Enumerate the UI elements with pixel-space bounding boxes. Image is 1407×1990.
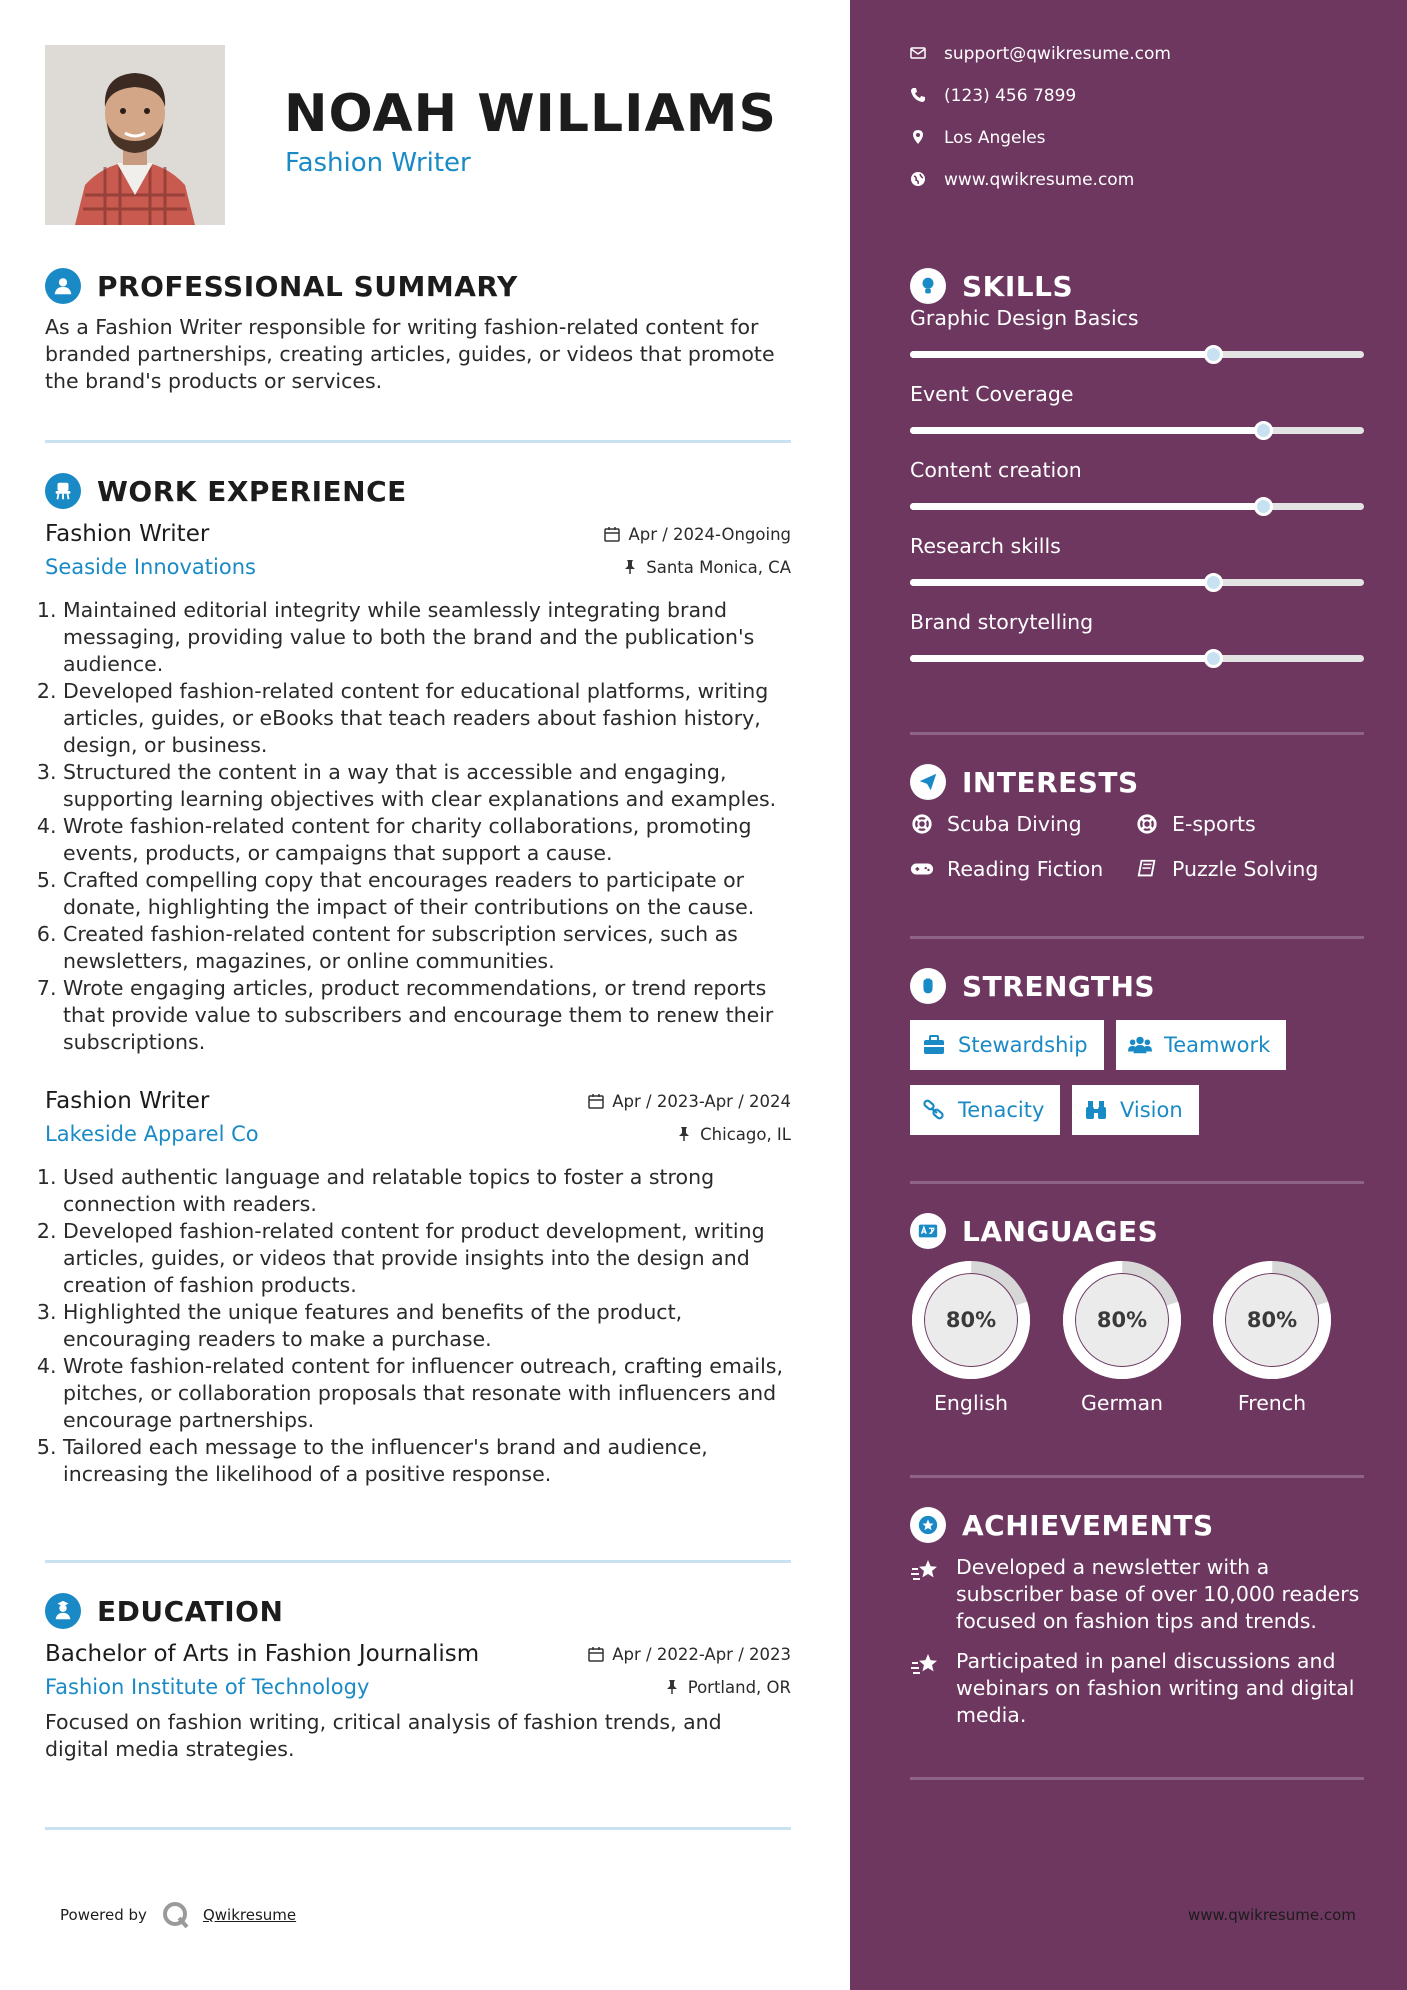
skill-bar-knob	[1204, 345, 1223, 364]
list-item: 1. Used authentic language and relatable topics to foster a strong connection with readers.	[63, 1164, 791, 1218]
skill-bar-fill	[910, 655, 1213, 662]
skill-bar	[910, 427, 1364, 434]
skill-bar	[910, 655, 1364, 662]
skill-bar-fill	[910, 427, 1263, 434]
book-icon	[1135, 858, 1161, 880]
chair-icon	[45, 473, 81, 509]
map-marker-icon	[910, 129, 928, 147]
strength-tag: Tenacity	[910, 1085, 1060, 1135]
skill-bar	[910, 351, 1364, 358]
globe-icon	[910, 171, 928, 189]
skill-bar-knob	[1204, 649, 1223, 668]
skill-item	[910, 306, 1364, 382]
list-item: 5. Crafted compelling copy that encourages readers to participate or donate, highlighting the impact of their contributions on the cause.	[63, 867, 791, 921]
summary-text: As a Fashion Writer responsible for writing fashion-related content for branded partnerships, creating articles, guides, or videos that promote the brand's products or services.	[45, 315, 775, 393]
education-entry	[45, 1641, 791, 1763]
link-icon	[922, 1099, 946, 1121]
skill-label: Graphic Design Basics	[910, 306, 1139, 330]
contact-phone[interactable]: (123) 456 7899	[910, 86, 1076, 106]
divider	[910, 1475, 1364, 1478]
job-title: Fashion Writer	[45, 521, 210, 547]
job-bullets	[45, 1164, 791, 1488]
strengths-section	[910, 966, 1364, 1006]
fist-icon	[910, 968, 946, 1004]
skill-item	[910, 534, 1364, 610]
job-dates: Apr / 2023-Apr / 2024	[588, 1092, 791, 1111]
school: Fashion Institute of Technology	[45, 1675, 370, 1699]
skill-bar-fill	[910, 503, 1263, 510]
achievements-section	[910, 1505, 1364, 1545]
summary-heading: PROFESSIONAL SUMMARY	[97, 269, 518, 303]
skill-bar-fill	[910, 351, 1213, 358]
footer-powered-by: Powered by Qwikresume	[60, 1900, 296, 1930]
language-item	[1211, 1259, 1333, 1415]
shooting-star-icon	[910, 1554, 944, 1635]
skill-bar	[910, 579, 1364, 586]
interest-item: Scuba Diving	[910, 812, 1082, 836]
calendar-icon	[588, 1093, 604, 1109]
job-location: Chicago, IL	[676, 1125, 791, 1144]
interests-heading: INTERESTS	[962, 765, 1139, 799]
list-item: 7. Wrote engaging articles, product recommendations, or trend reports that provide value to subscribers and encourage them to renew their subscriptions.	[63, 975, 791, 1056]
list-item: 2. Developed fashion-related content for educational platforms, writing articles, guides, or eBooks that teach readers about fashion history, design, or business.	[63, 678, 791, 759]
list-item: 4. Wrote fashion-related content for charity collaborations, promoting events, products, or campaigns that support a cause.	[63, 813, 791, 867]
language-item	[1061, 1259, 1183, 1415]
language-name: German	[1080, 1391, 1164, 1415]
language-name: French	[1237, 1391, 1307, 1415]
lightbulb-icon	[910, 268, 946, 304]
education-dates: Apr / 2022-Apr / 2023	[588, 1645, 791, 1664]
interest-item: E-sports	[1135, 812, 1256, 836]
divider	[45, 1560, 791, 1563]
candidate-name: NOAH WILLIAMS	[284, 84, 777, 144]
skill-bar-knob	[1204, 573, 1223, 592]
skill-label: Event Coverage	[910, 382, 1074, 406]
gamepad-icon	[910, 858, 936, 880]
interest-item: Reading Fiction	[910, 857, 1103, 881]
contact-email[interactable]: support@qwikresume.com	[910, 44, 1171, 64]
calendar-icon	[604, 526, 620, 542]
paper-plane-icon	[910, 764, 946, 800]
experience-heading: WORK EXPERIENCE	[97, 474, 407, 508]
list-item: 3. Highlighted the unique features and benefits of the product, encouraging readers to make a purchase.	[63, 1299, 791, 1353]
phone-icon	[910, 87, 928, 105]
graduate-icon	[45, 1593, 81, 1629]
language-ring	[1061, 1259, 1183, 1381]
skill-bar-knob	[1254, 497, 1273, 516]
user-circle-icon	[45, 268, 81, 304]
languages-section	[910, 1211, 1364, 1251]
list-item: 2. Developed fashion-related content for product development, writing articles, guides, or videos that provide insights into the design and creation of fashion products.	[63, 1218, 791, 1299]
list-item: 5. Tailored each message to the influencer's brand and audience, increasing the likelihood of a positive response.	[63, 1434, 791, 1488]
job-dates: Apr / 2024-Ongoing	[604, 525, 791, 544]
interests-section	[910, 762, 1364, 802]
divider	[45, 440, 791, 443]
strength-tag: Vision	[1072, 1085, 1199, 1135]
languages-heading: LANGUAGES	[962, 1214, 1159, 1248]
list-item: 4. Wrote fashion-related content for influencer outreach, crafting emails, pitches, or collaboration proposals that resonate with influencers and encourage partnerships.	[63, 1353, 791, 1434]
language-icon	[910, 1213, 946, 1249]
degree: Bachelor of Arts in Fashion Journalism	[45, 1641, 480, 1667]
language-name: English	[933, 1391, 1009, 1415]
skill-item	[910, 610, 1364, 686]
divider	[910, 1777, 1364, 1780]
achievement-item: Developed a newsletter with a subscriber base of over 10,000 readers focused on fashion tips and trends.	[910, 1554, 1364, 1635]
achievements-heading: ACHIEVEMENTS	[962, 1508, 1214, 1542]
list-item: 6. Created fashion-related content for subscription services, such as newsletters, magazines, or online communities.	[63, 921, 791, 975]
skill-item	[910, 382, 1364, 458]
job-entry	[45, 521, 791, 1056]
shooting-star-icon	[910, 1648, 944, 1729]
lifebuoy-icon	[910, 813, 936, 835]
pin-icon	[622, 559, 638, 575]
list-item: 1. Maintained editorial integrity while seamlessly integrating brand messaging, providing value to both the brand and the publication's audience.	[63, 597, 791, 678]
list-item: 3. Structured the content in a way that is accessible and engaging, supporting learning objectives with clear explanations and examples.	[63, 759, 791, 813]
strength-tag: Stewardship	[910, 1020, 1104, 1070]
skills-section	[910, 266, 1364, 686]
binoculars-icon	[1084, 1099, 1108, 1121]
qwikresume-logo-icon	[161, 1900, 191, 1930]
job-bullets	[45, 597, 791, 1056]
language-percent: 80%	[925, 1274, 1017, 1366]
star-badge-icon	[910, 1507, 946, 1543]
pin-icon	[676, 1126, 692, 1142]
skills-heading: SKILLS	[962, 269, 1074, 303]
footer-url[interactable]: www.qwikresume.com	[1188, 1906, 1356, 1924]
contact-website[interactable]: www.qwikresume.com	[910, 170, 1134, 190]
language-percent: 80%	[1226, 1274, 1318, 1366]
calendar-icon	[588, 1646, 604, 1662]
divider	[45, 1827, 791, 1830]
profile-photo	[45, 45, 225, 225]
job-company: Seaside Innovations	[45, 555, 256, 579]
skill-label: Brand storytelling	[910, 610, 1094, 634]
skill-label: Research skills	[910, 534, 1061, 558]
envelope-icon	[910, 45, 928, 63]
interest-item: Puzzle Solving	[1135, 857, 1318, 881]
education-location: Portland, OR	[664, 1678, 791, 1697]
job-entry	[45, 1088, 791, 1488]
job-title: Fashion Writer	[45, 1088, 210, 1114]
summary-section	[45, 266, 791, 395]
candidate-title: Fashion Writer	[285, 148, 471, 178]
skill-bar-fill	[910, 579, 1213, 586]
education-description: Focused on fashion writing, critical analysis of fashion trends, and digital media strategies.	[45, 1710, 722, 1761]
lifebuoy-icon	[1135, 813, 1161, 835]
divider	[910, 936, 1364, 939]
pin-icon	[664, 1679, 680, 1695]
job-location: Santa Monica, CA	[622, 558, 791, 577]
language-item	[910, 1259, 1032, 1415]
education-section	[45, 1591, 791, 1763]
strength-tag: Teamwork	[1116, 1020, 1286, 1070]
language-ring	[910, 1259, 1032, 1381]
users-icon	[1128, 1034, 1152, 1056]
achievement-item: Participated in panel discussions and webinars on fashion writing and digital media.	[910, 1648, 1364, 1729]
briefcase-icon	[922, 1034, 946, 1056]
skill-item	[910, 458, 1364, 534]
divider	[910, 732, 1364, 735]
experience-section	[45, 471, 791, 1488]
divider	[910, 1181, 1364, 1184]
contact-location: Los Angeles	[910, 128, 1046, 148]
strengths-heading: STRENGTHS	[962, 969, 1156, 1003]
job-company: Lakeside Apparel Co	[45, 1122, 259, 1146]
education-heading: EDUCATION	[97, 1594, 284, 1628]
qwikresume-link[interactable]: Qwikresume	[202, 1906, 297, 1924]
language-ring	[1211, 1259, 1333, 1381]
skill-bar	[910, 503, 1364, 510]
skills-list	[910, 306, 1364, 686]
skill-bar-knob	[1254, 421, 1273, 440]
skill-label: Content creation	[910, 458, 1082, 482]
language-percent: 80%	[1076, 1274, 1168, 1366]
